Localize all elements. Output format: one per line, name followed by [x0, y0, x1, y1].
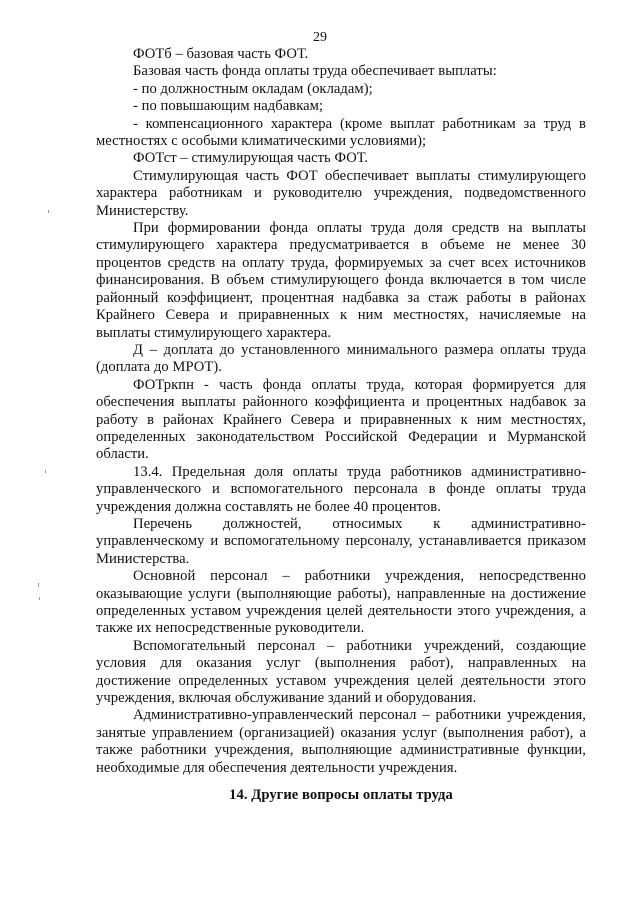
paragraph-stimulating-part: Стимулирующая часть ФОТ обеспечивает выплаты стимулирующего характера работникам и руководителю учреждения, подведомственного Министерству.: [96, 167, 586, 219]
paragraph-13-4: 13.4. Предельная доля оплаты труда работников административно-управленческого и вспомогательного персонала в фонде оплаты труда учреждения должна составлять не более 40 процентов.: [96, 463, 586, 515]
paragraph-fund-formation: При формировании фонда оплаты труда доля средств на выплаты стимулирующего характера предусматривается в объеме не менее 30 процентов средств на оплату труда, формируемых за счет всех источников финансирования. В объем стимулирующего фонда включается в том числе районный коэффициент, процентная надбавка за стаж работы в районах Крайнего Севера и приравненных к ним местностях, начисляемые на выплаты стимулирующего характера.: [96, 220, 586, 341]
scan-artifact-mark: [45, 470, 46, 473]
scan-artifact-mark: [48, 210, 49, 213]
paragraph-fotrkpn-definition: ФОТркпн - часть фонда оплаты труда, которая формируется для обеспечения выплаты районного коэффициента и процентных надбавок за работу в районах Крайнего Севера и приравненных к ним местностях, определенных законодательством Российской Федерации и Мурманской области.: [96, 376, 586, 463]
paragraph-d-definition: Д – доплата до установленного минимального размера оплаты труда (доплата до МРОТ).: [96, 341, 586, 376]
paragraph-auxiliary-staff: Вспомогательный персонал – работники учреждений, создающие условия для оказания услуг (выполнения работ), направленных на достижение определенных уставом учреждения целей деятельности этого учреждения, включая обслуживание зданий и оборудования.: [96, 637, 586, 707]
paragraph-positions-list: Перечень должностей, относимых к административно-управленческому и вспомогательному персоналу, устанавливается приказом Министерства.: [96, 515, 586, 567]
document-body: [96, 46, 586, 804]
paragraph-admin-staff: Административно-управленческий персонал – работники учреждения, занятые управлением (организацией) оказания услуг (выполнения работ), а также работники учреждения, выполняющие административные функции, необходимые для обеспечения деятельности учреждения.: [96, 707, 586, 776]
section-heading-14: 14. Другие вопросы оплаты труда: [229, 787, 453, 804]
list-item-compensation: - компенсационного характера (кроме выплат работникам за труд в местностях с особыми климатическими условиями);: [96, 115, 586, 150]
paragraph-fotst-definition: ФОТст – стимулирующая часть ФОТ.: [133, 150, 369, 167]
list-item-bonuses: - по повышающим надбавкам;: [133, 98, 324, 115]
paragraph-base-part-intro: Базовая часть фонда оплаты труда обеспечивает выплаты:: [133, 63, 497, 80]
paragraph-main-staff: Основной персонал – работники учреждения, непосредственно оказывающие услуги (выполняющие работы), направленные на достижение определенных уставом учреждения целей деятельности этого учреждения, а также их непосредственные руководители.: [96, 568, 586, 637]
page-number: 29: [313, 30, 327, 45]
paragraph-fotb-definition: ФОТб – базовая часть ФОТ.: [133, 46, 309, 62]
scan-artifact-mark: [38, 583, 39, 587]
list-item-salaries: - по должностным окладам (окладам);: [133, 80, 373, 97]
scan-artifact-mark: [39, 597, 40, 600]
